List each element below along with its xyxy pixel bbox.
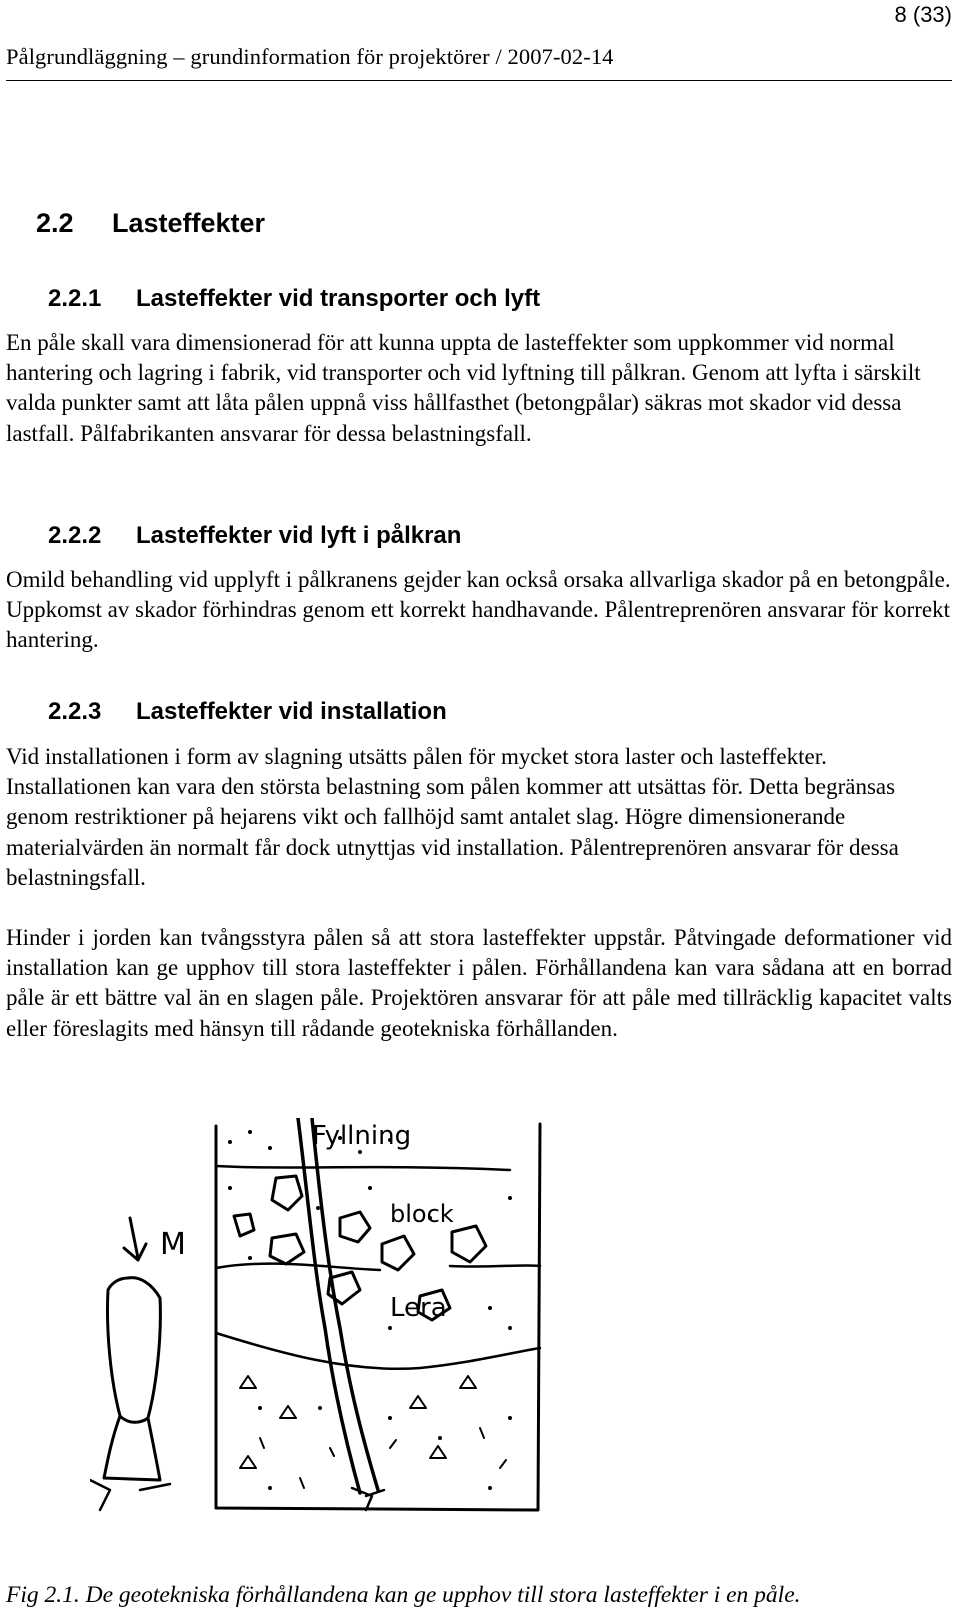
section-title: Lasteffekter	[112, 208, 266, 238]
paragraph-transport-lift: En påle skall vara dimensionerad för att kunna uppta de lasteffekter som uppkommer vid normal hantering och lagring i fabrik, vid transporter och vid lyftning till pålkran. Genom att lyfta i särskilt valda punkter samt att låta pålen uppnå viss hållfasthet (betongpålar) säkras mot skador vid dessa lastfall. Pålfabrikanten ansvarar för dessa belastningsfall.	[6, 330, 921, 446]
subsection-title: Lasteffekter vid installation	[136, 698, 447, 725]
subsection-heading-2-2-3	[48, 698, 447, 726]
pile-tip	[352, 1488, 384, 1510]
boulder	[452, 1226, 486, 1262]
boulder	[234, 1214, 254, 1236]
boundary-fill-block	[216, 1166, 510, 1170]
soil-box-outline	[216, 1124, 540, 1510]
boulder	[270, 1234, 304, 1264]
paragraph-obstacles: Hinder i jorden kan tvångsstyra pålen så att stora lasteffekter uppstår. Påtvingade deformationer vid installation kan ge upphov till stora lasteffekter i pålen. Förhållandena kan vara sådana att en borrad påle är ett bättre val än en slagen påle. Projektören ansvarar för att påle med tillräcklig kapacitet valts eller föreslagits med hänsyn till rådande geotekniska förhållanden.	[6, 925, 952, 1041]
lifting-sling	[104, 1416, 160, 1480]
subsection-title: Lasteffekter vid lyft i pålkran	[136, 522, 462, 549]
subsection-number: 2.2.3	[48, 698, 102, 725]
boundary-clay-moraine	[216, 1333, 540, 1369]
lifted-pile-outline	[108, 1278, 161, 1423]
label-block: block	[390, 1200, 454, 1228]
subsection-number: 2.2.2	[48, 522, 102, 549]
pile-left-edge	[298, 1118, 360, 1493]
soil-sketch-drawing	[90, 1118, 550, 1538]
boulder	[272, 1176, 302, 1210]
boulder	[382, 1236, 414, 1270]
paragraph-crane-lift: Omild behandling vid upplyft i pålkranens gejder kan också orsaka allvarliga skador på en betongpåle. Uppkomst av skador förhindras genom ett korrekt handhavande. Pålentreprenören ansvarar för korrekt hantering.	[6, 567, 951, 653]
subsection-heading-2-2-2	[48, 522, 461, 550]
subsection-heading-2-2-1	[48, 285, 540, 313]
figure-soil-sketch	[90, 1118, 550, 1538]
lifting-hook	[90, 1480, 170, 1510]
label-fyllning: Fyllning	[312, 1121, 412, 1151]
label-moment: M	[160, 1227, 186, 1262]
paragraph-installation: Vid installationen i form av slagning utsätts pålen för mycket stora laster och lasteffekter. Installationen kan vara den största belastning som pålen kommer att utsättas för. Detta begränsas genom restriktioner på hejarens vikt och fallhöjd samt antalet slag. Högre dimensionerande materialvärden än normalt får dock utnyttjas vid installation. Pålentreprenören ansvarar för dessa belastningsfall.	[6, 744, 899, 890]
subsection-number: 2.2.1	[48, 285, 102, 312]
label-lera: Lera	[390, 1293, 447, 1323]
page-number: 8 (33)	[894, 2, 952, 27]
section-heading	[36, 208, 265, 239]
figure-caption: Fig 2.1. De geotekniska förhållandena kan ge upphov till stora lasteffekter i en påle.	[6, 1582, 801, 1608]
section-number: 2.2	[36, 208, 74, 238]
header-rule	[6, 80, 952, 81]
running-header: Pålgrundläggning – grundinformation för projektörer / 2007-02-14	[6, 44, 614, 69]
boundary-block-clay-left	[216, 1264, 380, 1270]
moraine-marks	[260, 1428, 506, 1488]
load-arrow-shaft	[130, 1218, 138, 1258]
boundary-block-clay-right	[450, 1265, 540, 1266]
boulder	[340, 1212, 370, 1242]
subsection-title: Lasteffekter vid transporter och lyft	[136, 285, 541, 312]
